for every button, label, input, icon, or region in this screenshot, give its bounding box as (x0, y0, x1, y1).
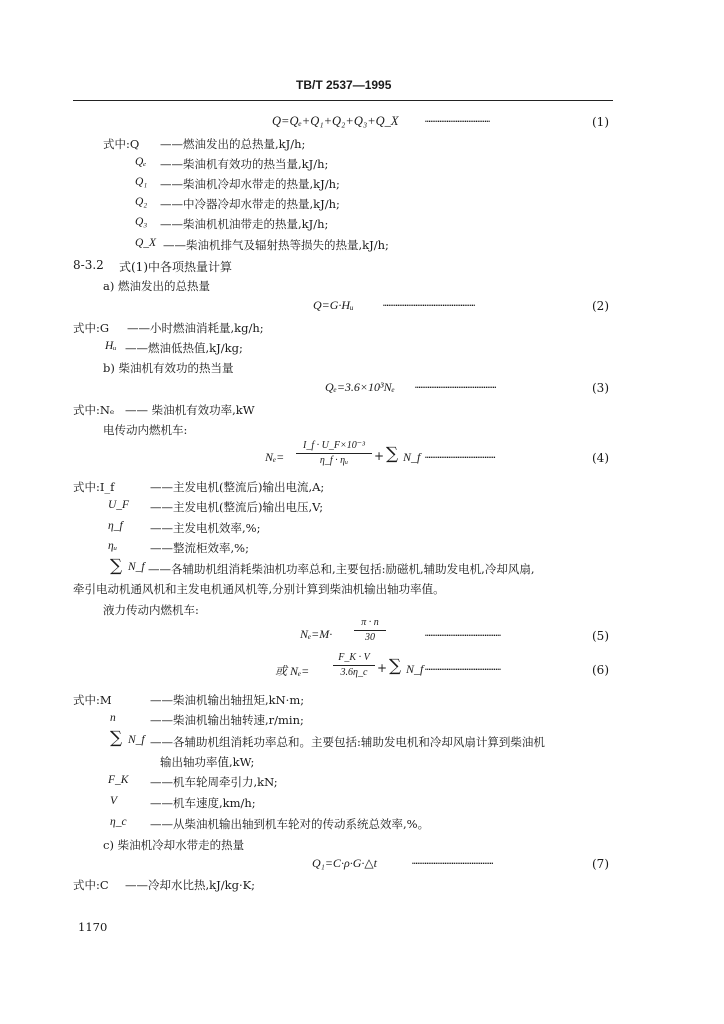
sum6-sym: N_f (128, 734, 145, 746)
where4-sym-0: 式中:I_f (73, 480, 115, 494)
equation-4-denominator: η_f · ηᵤ (319, 455, 349, 466)
equation-6-number: (6) (592, 663, 609, 677)
equation-7-leader: ……………………………………… (412, 857, 494, 867)
section-title: 式(1)中各项热量计算 (119, 260, 232, 274)
equation-6-lhs: 或 Nₑ= (275, 664, 310, 678)
equation-2: Q=G·Hᵤ (313, 298, 354, 312)
equation-5-fraction (354, 617, 386, 644)
equation-4-numerator: I_f · U_F×10⁻³ (303, 440, 365, 451)
sigma-icon: ∑ (110, 556, 123, 576)
where1-sym-4: Q₃ (135, 216, 148, 228)
where1-sym-1: Qₑ (135, 156, 147, 168)
equation-6-numerator: F_K · V (338, 652, 370, 663)
equation-3-leader: ……………………………………… (415, 381, 497, 391)
equation-5-numerator: π · n (361, 617, 379, 628)
equation-1: Q=Qₑ+Q₁+Q₂+Q₃+Q_X (272, 114, 399, 128)
where6b-sym-1: V (110, 795, 118, 807)
fraction-bar (333, 665, 375, 666)
item-c: c) 柴油机冷却水带走的热量 (103, 838, 245, 852)
where1-desc-4: ——柴油机机油带走的热量,kJ/h; (160, 217, 329, 231)
equation-6-fraction (333, 652, 375, 679)
where6b-sym-2: η_c (110, 816, 127, 828)
where1-desc-5: ——柴油机排气及辐射热等损失的热量,kJ/h; (163, 238, 389, 252)
where6-sym-1: n (110, 712, 116, 724)
equation-6-rest: N_f (406, 662, 424, 676)
where2-sym-0: 式中:G (73, 321, 110, 335)
where4-desc-1: ——主发电机(整流后)输出电压,V; (150, 500, 324, 514)
fraction-bar (296, 453, 372, 454)
where6b-desc-1: ——机车速度,km/h; (150, 796, 256, 810)
where2-desc-0: ——小时燃油消耗量,kg/h; (127, 321, 264, 335)
equation-4-lhs: Nₑ= (265, 450, 285, 464)
equation-6-leader: …………………………………… (425, 663, 501, 673)
where4-sym-3: ηᵤ (108, 540, 118, 552)
equation-5-number: (5) (592, 629, 609, 643)
where7-desc: ——冷却水比热,kJ/kg·K; (125, 878, 256, 892)
section-number: 8-3.2 (73, 258, 104, 272)
page-number: 1170 (78, 920, 108, 934)
where4-desc-3: ——整流柜效率,%; (150, 541, 249, 555)
where4-desc-2: ——主发电机效率,%; (150, 521, 261, 535)
equation-5-denominator: 30 (365, 632, 375, 643)
equation-4-rest: N_f (403, 450, 421, 464)
where2-desc-1: ——燃油低热值,kJ/kg; (125, 341, 243, 355)
equation-6-denominator: 3.6η_c (340, 667, 368, 678)
where3-sym: 式中:Nₑ (73, 403, 115, 417)
where4-desc-0: ——主发电机(整流后)输出电流,A; (150, 480, 325, 494)
sum6-continuation: 输出轴功率值,kW; (160, 755, 255, 769)
equation-1-number: (1) (592, 115, 609, 129)
sum4-continuation: 牵引电动机通风机和主发电机通风机等,分别计算到柴油机输出轴功率值。 (73, 582, 445, 596)
sigma-icon: ∑ (389, 656, 402, 676)
item-a: a) 燃油发出的总热量 (103, 279, 210, 293)
equation-1-leader: ……………………………… (425, 115, 491, 125)
equation-7: Q₁=C·ρ·G·△t (312, 856, 377, 870)
equation-3: Qₑ=3.6×10³Nₑ (325, 380, 395, 394)
where1-sym-0: 式中:Q (103, 137, 140, 151)
where6-desc-1: ——柴油机输出轴转速,r/min; (150, 713, 304, 727)
where1-desc-2: ——柴油机冷却水带走的热量,kJ/h; (160, 177, 340, 191)
where6b-desc-2: ——从柴油机输出轴到机车轮对的传动系统总效率,%。 (150, 817, 430, 831)
hydraulic-heading: 液力传动内燃机车: (103, 603, 199, 617)
where4-sym-2: η_f (108, 520, 123, 532)
where1-sym-3: Q₂ (135, 196, 148, 208)
sum6-desc: ——各辅助机组消耗功率总和。主要包括:辅助发电机和冷却风扇计算到柴油机 (150, 735, 545, 749)
where4-sym-1: U_F (108, 499, 130, 511)
where1-sym-5: Q_X (135, 237, 157, 249)
fraction-bar (354, 630, 386, 631)
where6b-sym-0: F_K (108, 774, 129, 786)
equation-6-plus: + (377, 661, 388, 675)
where7-sym: 式中:C (73, 878, 109, 892)
equation-2-number: (2) (592, 299, 609, 313)
equation-4-leader: ………………………………… (425, 451, 496, 461)
equation-7-number: (7) (592, 857, 609, 871)
equation-4-number: (4) (592, 451, 609, 465)
where1-sym-2: Q₁ (135, 176, 148, 188)
standard-number: TB/T 2537—1995 (296, 78, 392, 92)
sum4-desc: ——各辅助机组消耗柴油机功率总和,主要包括:励磁机,辅助发电机,冷却风扇, (148, 562, 535, 576)
where1-desc-0: ——燃油发出的总热量,kJ/h; (160, 137, 306, 151)
item-b: b) 柴油机有效功的热当量 (103, 361, 234, 375)
where1-desc-3: ——中冷器冷却水带走的热量,kJ/h; (160, 197, 340, 211)
equation-3-number: (3) (592, 381, 609, 395)
sigma-icon: ∑ (386, 444, 399, 464)
where3-desc: —— 柴油机有效功率,kW (125, 403, 255, 417)
where6-desc-0: ——柴油机输出轴扭矩,kN·m; (150, 693, 305, 707)
where2-sym-1: Hᵤ (105, 340, 117, 352)
where6b-desc-0: ——机车轮周牵引力,kN; (150, 775, 278, 789)
header-rule (73, 100, 613, 101)
equation-5-leader: …………………………………… (425, 629, 501, 639)
sigma-icon: ∑ (110, 728, 123, 748)
electric-heading: 电传动内燃机车: (103, 423, 188, 437)
equation-5-lhs: Nₑ=M· (300, 627, 333, 641)
where1-desc-1: ——柴油机有效功的热当量,kJ/h; (160, 157, 329, 171)
equation-4-fraction (296, 440, 372, 467)
equation-4-plus: + (374, 449, 385, 463)
equation-2-leader: …………………………………………… (383, 299, 476, 309)
where6-sym-0: 式中:M (73, 693, 112, 707)
sum4-sym: N_f (128, 561, 145, 573)
